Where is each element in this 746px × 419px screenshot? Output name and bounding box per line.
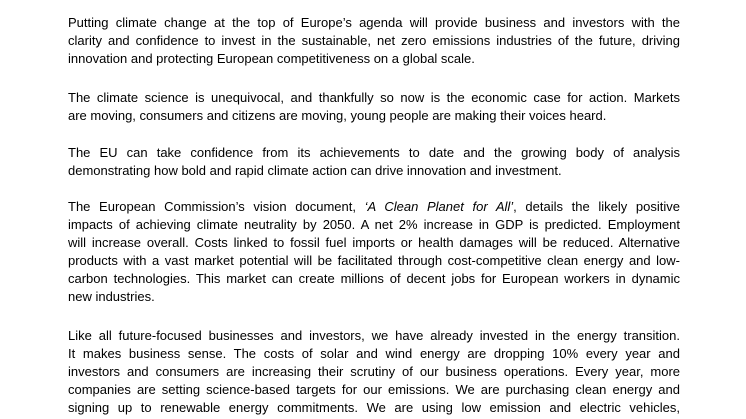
text-line: demonstrating how bold and rapid climate action can drive innovation and investment. xyxy=(68,163,562,178)
text-line xyxy=(68,198,680,216)
text-line: Putting climate change at the top of Europe’s agenda will provide business and investors with the xyxy=(68,15,680,30)
text-line: investors and consumers are increasing their scrutiny of our business operations. Every year, more xyxy=(68,364,680,379)
paragraph-commission-vision xyxy=(68,198,680,306)
text-segment: , details the likely positive xyxy=(513,199,681,214)
document-title-citation: ‘A Clean Planet for All’ xyxy=(364,199,514,214)
text-line: carbon technologies. This market can create millions of decent jobs for European workers in dynamic xyxy=(68,271,680,286)
text-line: products with a vast market potential will be facilitated through cost-competitive clean energy and low- xyxy=(68,253,680,268)
text-line: signing up to renewable energy commitments. We are using low emission and electric vehicles, xyxy=(68,400,680,415)
text-segment: The European Commission’s vision document, xyxy=(68,199,365,214)
text-line: companies are setting science-based targets for our emissions. We are purchasing clean energy and xyxy=(68,382,680,397)
paragraph-business-investment xyxy=(68,327,680,417)
paragraph-eu-achievements xyxy=(68,144,680,180)
text-line: clarity and confidence to invest in the sustainable, net zero emissions industries of the future, driving xyxy=(68,33,680,48)
text-line: The EU can take confidence from its achievements to date and the growing body of analysis xyxy=(68,145,680,160)
text-line: impacts of achieving climate neutrality by 2050. A net 2% increase in GDP is predicted. Employment xyxy=(68,217,680,232)
text-line: The climate science is unequivocal, and thankfully so now is the economic case for action. Markets xyxy=(68,90,680,105)
text-line: It makes business sense. The costs of solar and wind energy are dropping 10% every year and xyxy=(68,346,680,361)
text-line: new industries. xyxy=(68,289,155,304)
text-line: Like all future-focused businesses and investors, we have already invested in the energy transition. xyxy=(68,328,680,343)
paragraph-climate-agenda xyxy=(68,14,680,68)
text-line: innovation and protecting European competitiveness on a global scale. xyxy=(68,51,475,66)
paragraph-climate-science xyxy=(68,89,680,125)
text-line: are moving, consumers and citizens are moving, young people are making their voices heard. xyxy=(68,108,607,123)
text-line: will increase overall. Costs linked to fossil fuel imports or health damages will be reduced. Alternative xyxy=(68,235,680,250)
